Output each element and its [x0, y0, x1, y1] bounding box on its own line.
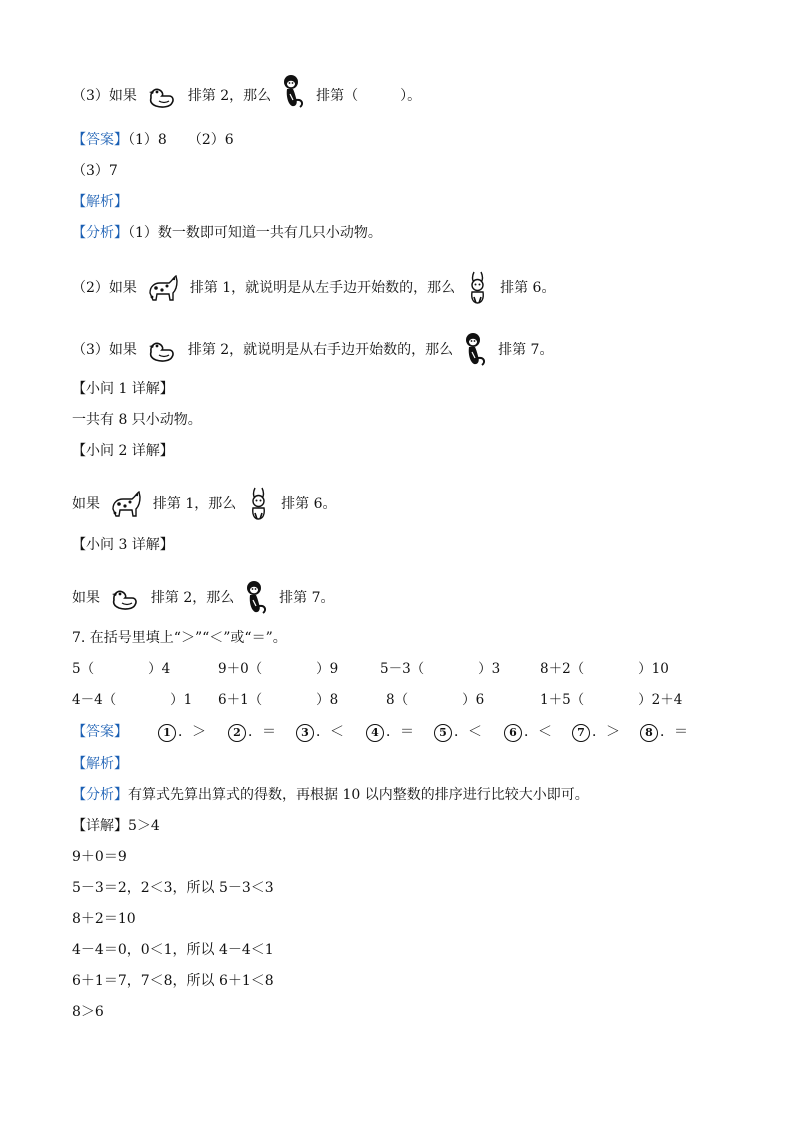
sub3-suffix: 排第 7。 — [279, 590, 335, 606]
duck-icon — [147, 336, 177, 364]
dalmatian-icon — [147, 273, 179, 303]
q7-detail-label: 【详解】 — [72, 818, 128, 834]
sub2-suffix: 排第 6。 — [281, 496, 337, 512]
q7-answer-8 — [640, 722, 688, 742]
q7-answer-2 — [228, 722, 276, 742]
q7-detail-line: 8＞6 — [72, 1004, 104, 1020]
sub1-label: 【小问 1 详解】 — [72, 381, 174, 397]
answer-symbol: ．＜ — [316, 724, 344, 740]
sub1-text: 一共有 8 只小动物。 — [72, 412, 202, 428]
q7-jiexi-label: 【解析】 — [72, 756, 128, 772]
analysis-label: 【解析】 — [72, 194, 128, 210]
answer-symbol: ．＜ — [454, 724, 482, 740]
q7-item: 6＋1（ ）8 — [218, 692, 339, 708]
q7-answer-4 — [366, 722, 414, 742]
answer-symbol: ．＜ — [524, 724, 552, 740]
answer-symbol: ．＝ — [386, 724, 414, 740]
analysis-p3-prefix: （3）如果 — [72, 342, 137, 358]
q7-row-1 — [72, 659, 712, 679]
q7-item: 1＋5（ ）2＋4 — [540, 692, 683, 708]
q7-answer-1 — [158, 722, 206, 742]
sub3-label: 【小问 3 详解】 — [72, 537, 174, 553]
sub3-detail — [72, 580, 335, 616]
sub3-mid: 排第 2，那么 — [150, 590, 235, 606]
circled-number: 5 — [434, 724, 452, 742]
q7-answer-6 — [504, 722, 552, 742]
answer-symbol: ．＝ — [660, 724, 688, 740]
fenxi-text: （1）数一数即可知道一共有几只小动物。 — [128, 225, 382, 241]
q7-detail-line: 9＋0＝9 — [72, 849, 127, 865]
fenxi-label: 【分析】 — [72, 225, 128, 241]
question-6-part-3 — [72, 82, 421, 110]
monkey-icon — [245, 580, 269, 616]
q7-item: 5（ ）4 — [72, 661, 171, 677]
q7-fenxi-label: 【分析】 — [72, 787, 128, 803]
q7-detail-line: 6＋1＝7，7＜8，所以 6＋1＜8 — [72, 973, 274, 989]
duck-icon — [110, 584, 140, 612]
q7-detail-line: 5＞4 — [128, 818, 160, 834]
answer-6 — [72, 130, 234, 150]
analysis-part-2 — [72, 270, 555, 306]
analysis-p2-suffix: 排第 6。 — [500, 280, 556, 296]
analysis-part-3 — [72, 332, 553, 368]
q7-item: 5－3（ ）3 — [380, 661, 501, 677]
q7-answer-5 — [434, 722, 482, 742]
q7-fenxi-text: 有算式先算出算式的得数，再根据 10 以内整数的排序进行比较大小即可。 — [128, 787, 589, 803]
q7-fenxi — [72, 785, 589, 805]
circled-number: 1 — [158, 724, 176, 742]
q7-detail-line: 8＋2＝10 — [72, 911, 136, 927]
q7-detail-line: 5－3＝2，2＜3，所以 5－3＜3 — [72, 880, 274, 896]
rabbit-icon — [247, 486, 271, 522]
sub2-prefix: 如果 — [72, 496, 100, 512]
answer-symbol: ．＞ — [592, 724, 620, 740]
circled-number: 7 — [572, 724, 590, 742]
monkey-icon — [282, 74, 306, 110]
sub2-label: 【小问 2 详解】 — [72, 443, 174, 459]
analysis-fenxi — [72, 223, 382, 243]
answer-symbol: ．＞ — [178, 724, 206, 740]
q7-item: 8＋2（ ）10 — [540, 661, 669, 677]
duck-icon — [147, 82, 177, 110]
circled-number: 6 — [504, 724, 522, 742]
circled-number: 3 — [296, 724, 314, 742]
q7-detail-line: 4－4＝0，0＜1，所以 4－4＜1 — [72, 942, 274, 958]
q7-item: 8（ ）6 — [386, 692, 485, 708]
q7-answer-label: 【答案】 — [72, 724, 128, 740]
sub2-mid: 排第 1，那么 — [152, 496, 237, 512]
analysis-p2-prefix: （2）如果 — [72, 280, 137, 296]
rabbit-icon — [466, 270, 490, 306]
answer-symbol: ．＝ — [248, 724, 276, 740]
q7-detail-first — [72, 816, 160, 836]
answer-label: 【答案】 — [72, 132, 128, 148]
sub2-detail — [72, 486, 337, 522]
q7-answer-7 — [572, 722, 620, 742]
circled-number: 2 — [228, 724, 246, 742]
circled-number: 8 — [640, 724, 658, 742]
analysis-p2-mid: 排第 1，就说明是从左手边开始数的，那么 — [189, 280, 456, 296]
dalmatian-icon — [110, 489, 142, 519]
answer-text: （1）8 （2）6 — [128, 132, 234, 148]
analysis-p3-mid: 排第 2，就说明是从右手边开始数的，那么 — [187, 342, 454, 358]
sub3-prefix: 如果 — [72, 590, 100, 606]
q6-p3-mid: 排第 2，那么 — [187, 88, 272, 104]
question-7-title: 7. 在括号里填上“＞”“＜”或“＝”。 — [72, 630, 287, 646]
q7-answer-3 — [296, 722, 344, 742]
q7-item: 4－4（ ）1 — [72, 692, 193, 708]
q7-item: 9＋0（ ）9 — [218, 661, 339, 677]
analysis-p3-suffix: 排第 7。 — [498, 342, 554, 358]
q7-answers — [72, 722, 712, 744]
q6-p3-prefix: （3）如果 — [72, 88, 137, 104]
monkey-icon — [464, 332, 488, 368]
q7-row-2 — [72, 690, 712, 710]
circled-number: 4 — [366, 724, 384, 742]
answer-6-line-2: （3）7 — [72, 163, 118, 179]
q6-p3-suffix: 排第（ ）。 — [316, 88, 422, 104]
